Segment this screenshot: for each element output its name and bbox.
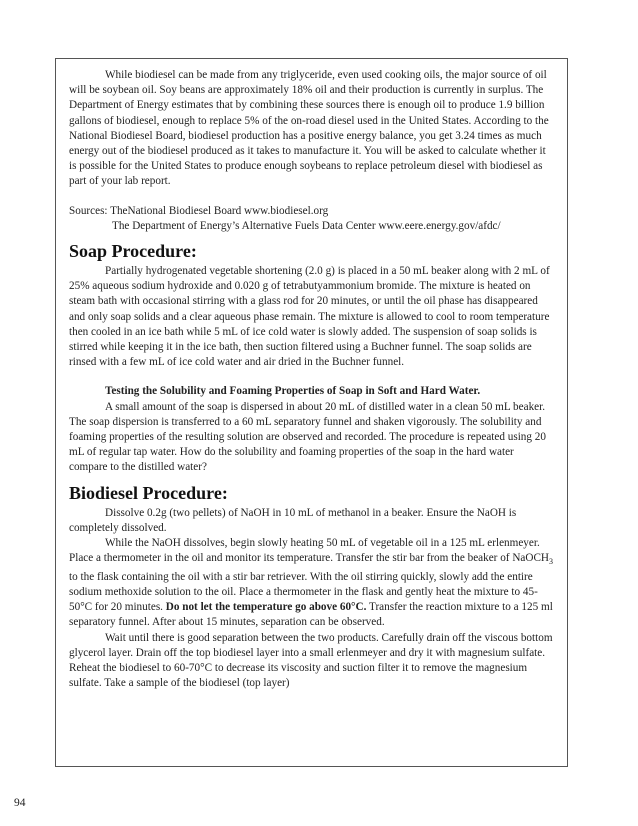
sources-line-1: Sources: TheNational Biodiesel Board www.biodiesel.org xyxy=(69,204,329,217)
biodiesel-procedure-heading: Biodiesel Procedure: xyxy=(69,482,228,503)
biodiesel-paragraph-3: Wait until there is good separation between the two products. Carefully drain off the viscous bottom glycerol layer. Drain off the top biodiesel layer into a small erlenmeyer and dry it with magnesium sulfate. Reheat the biodiesel to 60-70°C to decrease its viscosity and suction filter it to remove the magnesium sulfate. Take a sample of the biodiesel (top layer) xyxy=(69,631,553,690)
testing-paragraph: A small amount of the soap is dispersed in about 20 mL of distilled water in a clean 50 mL beaker. The soap dispersion is transferred to a 60 mL separatory funnel and shaken vigorously. The solubility and foaming properties of the resulting solution are observed and recorded. The procedure is repeated using 20 mL of regular tap water. How do the solubility and foaming properties of the soap in the hard water compare to the distilled water? xyxy=(69,400,546,474)
biodiesel-paragraph-2 xyxy=(69,536,553,630)
testing-subheading: Testing the Solubility and Foaming Properties of Soap in Soft and Hard Water. xyxy=(105,385,481,398)
page-number: 94 xyxy=(14,797,26,809)
soap-procedure-heading: Soap Procedure: xyxy=(69,241,197,262)
biodiesel-p2-text-c: Transfer the reaction mixture to a 125 ml separatory funnel. After about 15 minutes, separation can be observed. xyxy=(69,601,553,629)
sources-line-2: The Department of Energy’s Alternative Fuels Data Center www.eere.energy.gov/afdc/ xyxy=(112,219,501,232)
biodiesel-paragraph-1: Dissolve 0.2g (two pellets) of NaOH in 10 mL of methanol in a beaker. Ensure the NaOH is completely dissolved. xyxy=(69,506,517,534)
intro-paragraph: While biodiesel can be made from any triglyceride, even used cooking oils, the major source of oil will be soybean oil. Soy beans are approximately 18% oil and their production is currently in surplus. The Department of Energy estimates that by combining these sources there is enough oil to produce 1.9 billion gallons of biodiesel, enough to replace 5% of the on-road diesel used in the United States. According to the National Biodiesel Board, biodiesel production has a positive energy balance, you get 3.24 times as much energy out of the biodiesel produced as it takes to manufacture it. You will be asked to calculate whether it is possible for the United States to produce enough soybeans to replace petroleum diesel with biodiesel as part of your lab report. xyxy=(69,69,549,188)
temperature-warning: Do not let the temperature go above 60°C. xyxy=(165,601,367,614)
methoxide-subscript: 3 xyxy=(549,557,553,567)
biodiesel-p2-text-b: to the flask containing the oil with a stir bar retriever. With the oil stirring quickly, slowly add the entire sodium methoxide solution to the oil. Place a thermometer in the flask and gently heat the mixture to 45-50°C for 20 minutes. xyxy=(69,570,538,614)
page-content xyxy=(69,68,553,691)
biodiesel-p2-text-a: While the NaOH dissolves, begin slowly heating 50 mL of vegetable oil in a 125 mL erlenmeyer. Place a thermometer in the oil and monitor its temperature. Transfer the stir bar from the beaker of NaOCH xyxy=(69,537,549,565)
soap-procedure-paragraph: Partially hydrogenated vegetable shortening (2.0 g) is placed in a 50 mL beaker along with 2 mL of 25% aqueous sodium hydroxide and 0.020 g of tetrabutyammonium bromide. The mixture is heated on steam bath with occasional stirring with a glass rod for 20 minutes, or until the oil phase has disappeared and only soap solids and a clear aqueous phase remain. The mixture is allowed to cool to room temperature then cooled in an ice bath while 5 mL of ice cold water is slowly added. The suspension of soap solids is stirred while keeping it in the ice bath, then suction filtered using a Buchner funnel. The soap solids are rinsed with a few mL of ice cold water and air dried in the Buchner funnel. xyxy=(69,265,550,369)
